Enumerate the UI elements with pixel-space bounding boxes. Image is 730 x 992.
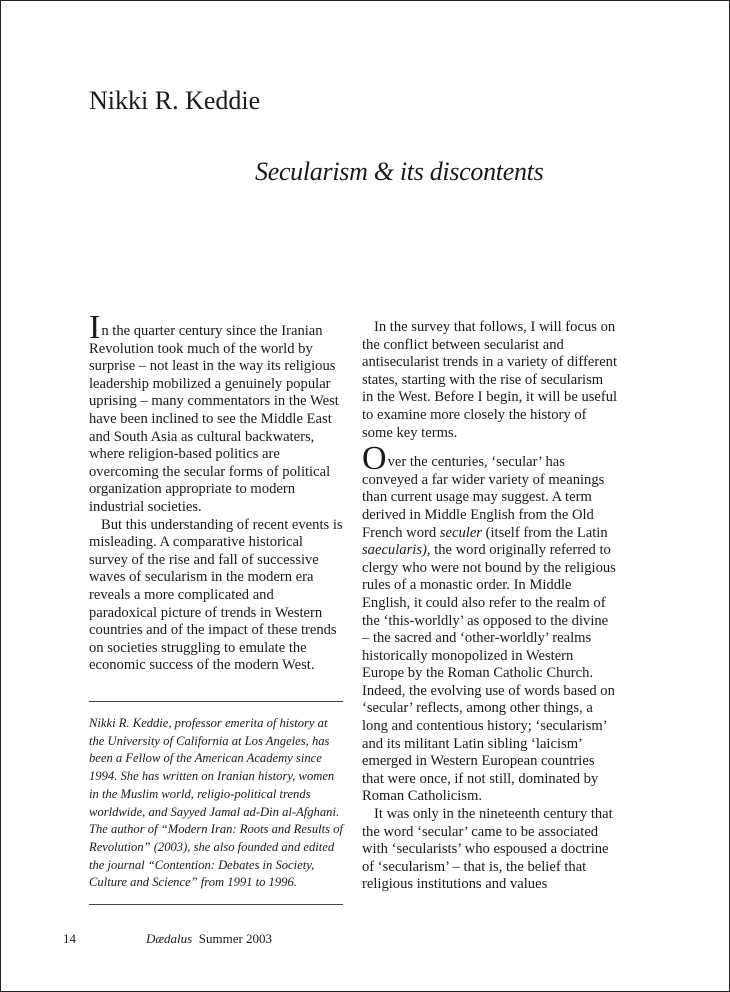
paragraph: It was only in the nineteenth century that the word ‘secular’ came to be associated with ‘secularists’ who espoused a doctrine of ‘secularism’ – that is, the belief that religious institutions and values xyxy=(362,806,613,893)
paragraph: In the survey that follows, I will focus on the conflict between secularist and antisecularist trends in a variety of different states, starting with the rise of secularism in the West. Before I begin, it will be useful to examine more closely the history of some key terms. xyxy=(362,319,618,441)
essay-title: Secularism & its discontents xyxy=(255,157,544,186)
author-name: Nikki R. Keddie xyxy=(89,86,261,115)
page-number: 14 xyxy=(63,931,76,946)
left-column xyxy=(89,309,345,675)
paragraph-text: n the quarter century since the Iranian Revolution took much of the world by surprise – not least in the way its religious leadership mobilized a genuinely popular uprising – many commentators in the West have been inclined to see the Middle East and South Asia as cultural backwaters, where religion-based politics are overcoming the secular forms of political organization appropriate to modern industrial societies. xyxy=(89,323,339,515)
journal-issue: Summer 2003 xyxy=(198,931,273,946)
bio-text: Nikki R. Keddie, professor emerita of history at the University of California at Los Angeles, has been a Fellow of the American Academy since 1994. She has written on Iranian history, women in the Muslim world, religio-political trends worldwide, and Sayyed Jamal ad-Din al-Afghani. The author of “Modern Iran: Roots and Results of Revolution” (2003), she also founded and edited the journal “Contention: Debates in Society, Culture and Science” from 1991 to 1996. xyxy=(89,716,343,890)
journal-name: Dædalus xyxy=(146,931,193,946)
running-footer xyxy=(146,931,272,947)
emphasis: seculer xyxy=(439,524,482,541)
paragraph-text: the word originally referred to clergy who were not bound by the religious rules of a monastic order. In Middle English, it could also refer to the realm of the ‘this-worldly’ as opposed to the divine – the sacred and ‘other-worldly’ realms historically monopolized in Western Europe by the Roman Catholic Church. Indeed, the evolving use of words based on ‘secular’ reflects, among other things, a long and contentious history; ‘secularism’ and its militant Latin sibling ‘laicism’ emerged in Western European countries that were once, if not still, dominated by Roman Catholicism. xyxy=(362,542,616,805)
drop-cap: O xyxy=(362,440,387,478)
drop-cap: I xyxy=(89,309,101,346)
author-bio xyxy=(89,701,343,905)
paragraph: But this understanding of recent events is misleading. A comparative historical survey of the rise and fall of successive waves of secularism in the modern era reveals a more complicated and paradoxical picture of trends in Western countries and of the impact of these trends on societies struggling to emulate the economic success of the modern West. xyxy=(89,516,343,674)
paragraph-text: ver the centuries, ‘secular’ has conveyed a far wider variety of meanings than current usage may suggest. A term derived in Middle English from the Old French word xyxy=(362,454,605,541)
paragraph xyxy=(362,440,618,806)
right-column xyxy=(362,319,618,894)
emphasis: saecularis), xyxy=(362,542,431,559)
paragraph xyxy=(89,309,345,517)
paragraph-text: (itself from the Latin xyxy=(481,524,608,541)
